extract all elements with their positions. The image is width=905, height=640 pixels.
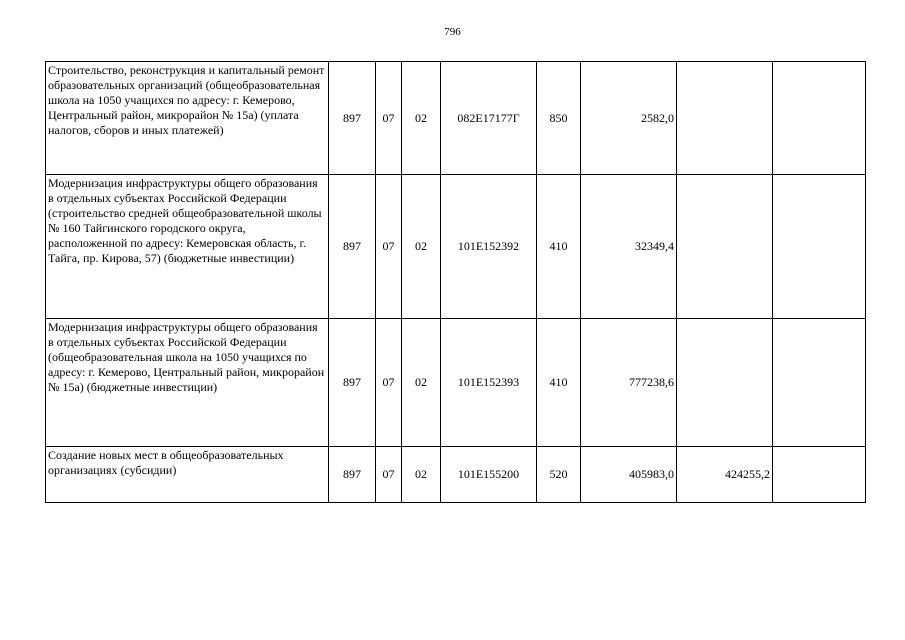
target-article-code: 101Е152393 — [441, 319, 537, 447]
subsection-code: 02 — [402, 447, 441, 503]
amount-year-1: 2582,0 — [581, 62, 677, 175]
table-row — [46, 319, 866, 447]
target-article-code: 082Е17177Г — [441, 62, 537, 175]
ministry-code: 897 — [329, 319, 376, 447]
ministry-code: 897 — [329, 175, 376, 319]
amount-year-3 — [773, 447, 866, 503]
expense-type-code: 520 — [537, 447, 581, 503]
expense-type-code: 850 — [537, 62, 581, 175]
ministry-code: 897 — [329, 62, 376, 175]
amount-year-2: 424255,2 — [677, 447, 773, 503]
subsection-code: 02 — [402, 62, 441, 175]
amount-year-1: 32349,4 — [581, 175, 677, 319]
subsection-code: 02 — [402, 175, 441, 319]
amount-year-1: 777238,6 — [581, 319, 677, 447]
amount-year-1: 405983,0 — [581, 447, 677, 503]
expense-type-code: 410 — [537, 319, 581, 447]
row-description: Создание новых мест в общеобразовательных организациях (субсидии) — [46, 447, 329, 503]
amount-year-3 — [773, 175, 866, 319]
expense-type-code: 410 — [537, 175, 581, 319]
row-description: Строительство, реконструкция и капитальный ремонт образовательных организаций (общеобразовательная школа на 1050 учащихся по адресу: г. Кемерово, Центральный район, микрорайон № 15а) (уплата налогов, сборов и иных платежей) — [46, 62, 329, 175]
page-number: 796 — [444, 26, 461, 38]
table-row — [46, 447, 866, 503]
amount-year-3 — [773, 319, 866, 447]
table-row — [46, 62, 866, 175]
amount-year-3 — [773, 62, 866, 175]
target-article-code: 101Е155200 — [441, 447, 537, 503]
row-description: Модернизация инфраструктуры общего образования в отдельных субъектах Российской Федерации (строительство средней общеобразовательной школы № 160 Тайгинского городского округа, расположенной по адресу: Кемеровская область, г. Тайга, пр. Кирова, 57) (бюджетные инвестиции) — [46, 175, 329, 319]
amount-year-2 — [677, 319, 773, 447]
section-code: 07 — [376, 447, 402, 503]
section-code: 07 — [376, 62, 402, 175]
amount-year-2 — [677, 175, 773, 319]
subsection-code: 02 — [402, 319, 441, 447]
section-code: 07 — [376, 175, 402, 319]
section-code: 07 — [376, 319, 402, 447]
table-row — [46, 175, 866, 319]
target-article-code: 101Е152392 — [441, 175, 537, 319]
budget-table — [45, 61, 866, 503]
row-description: Модернизация инфраструктуры общего образования в отдельных субъектах Российской Федерации (общеобразовательная школа на 1050 учащихся по адресу: г. Кемерово, Центральный район, микрорайон № 15а) (бюджетные инвестиции) — [46, 319, 329, 447]
ministry-code: 897 — [329, 447, 376, 503]
amount-year-2 — [677, 62, 773, 175]
